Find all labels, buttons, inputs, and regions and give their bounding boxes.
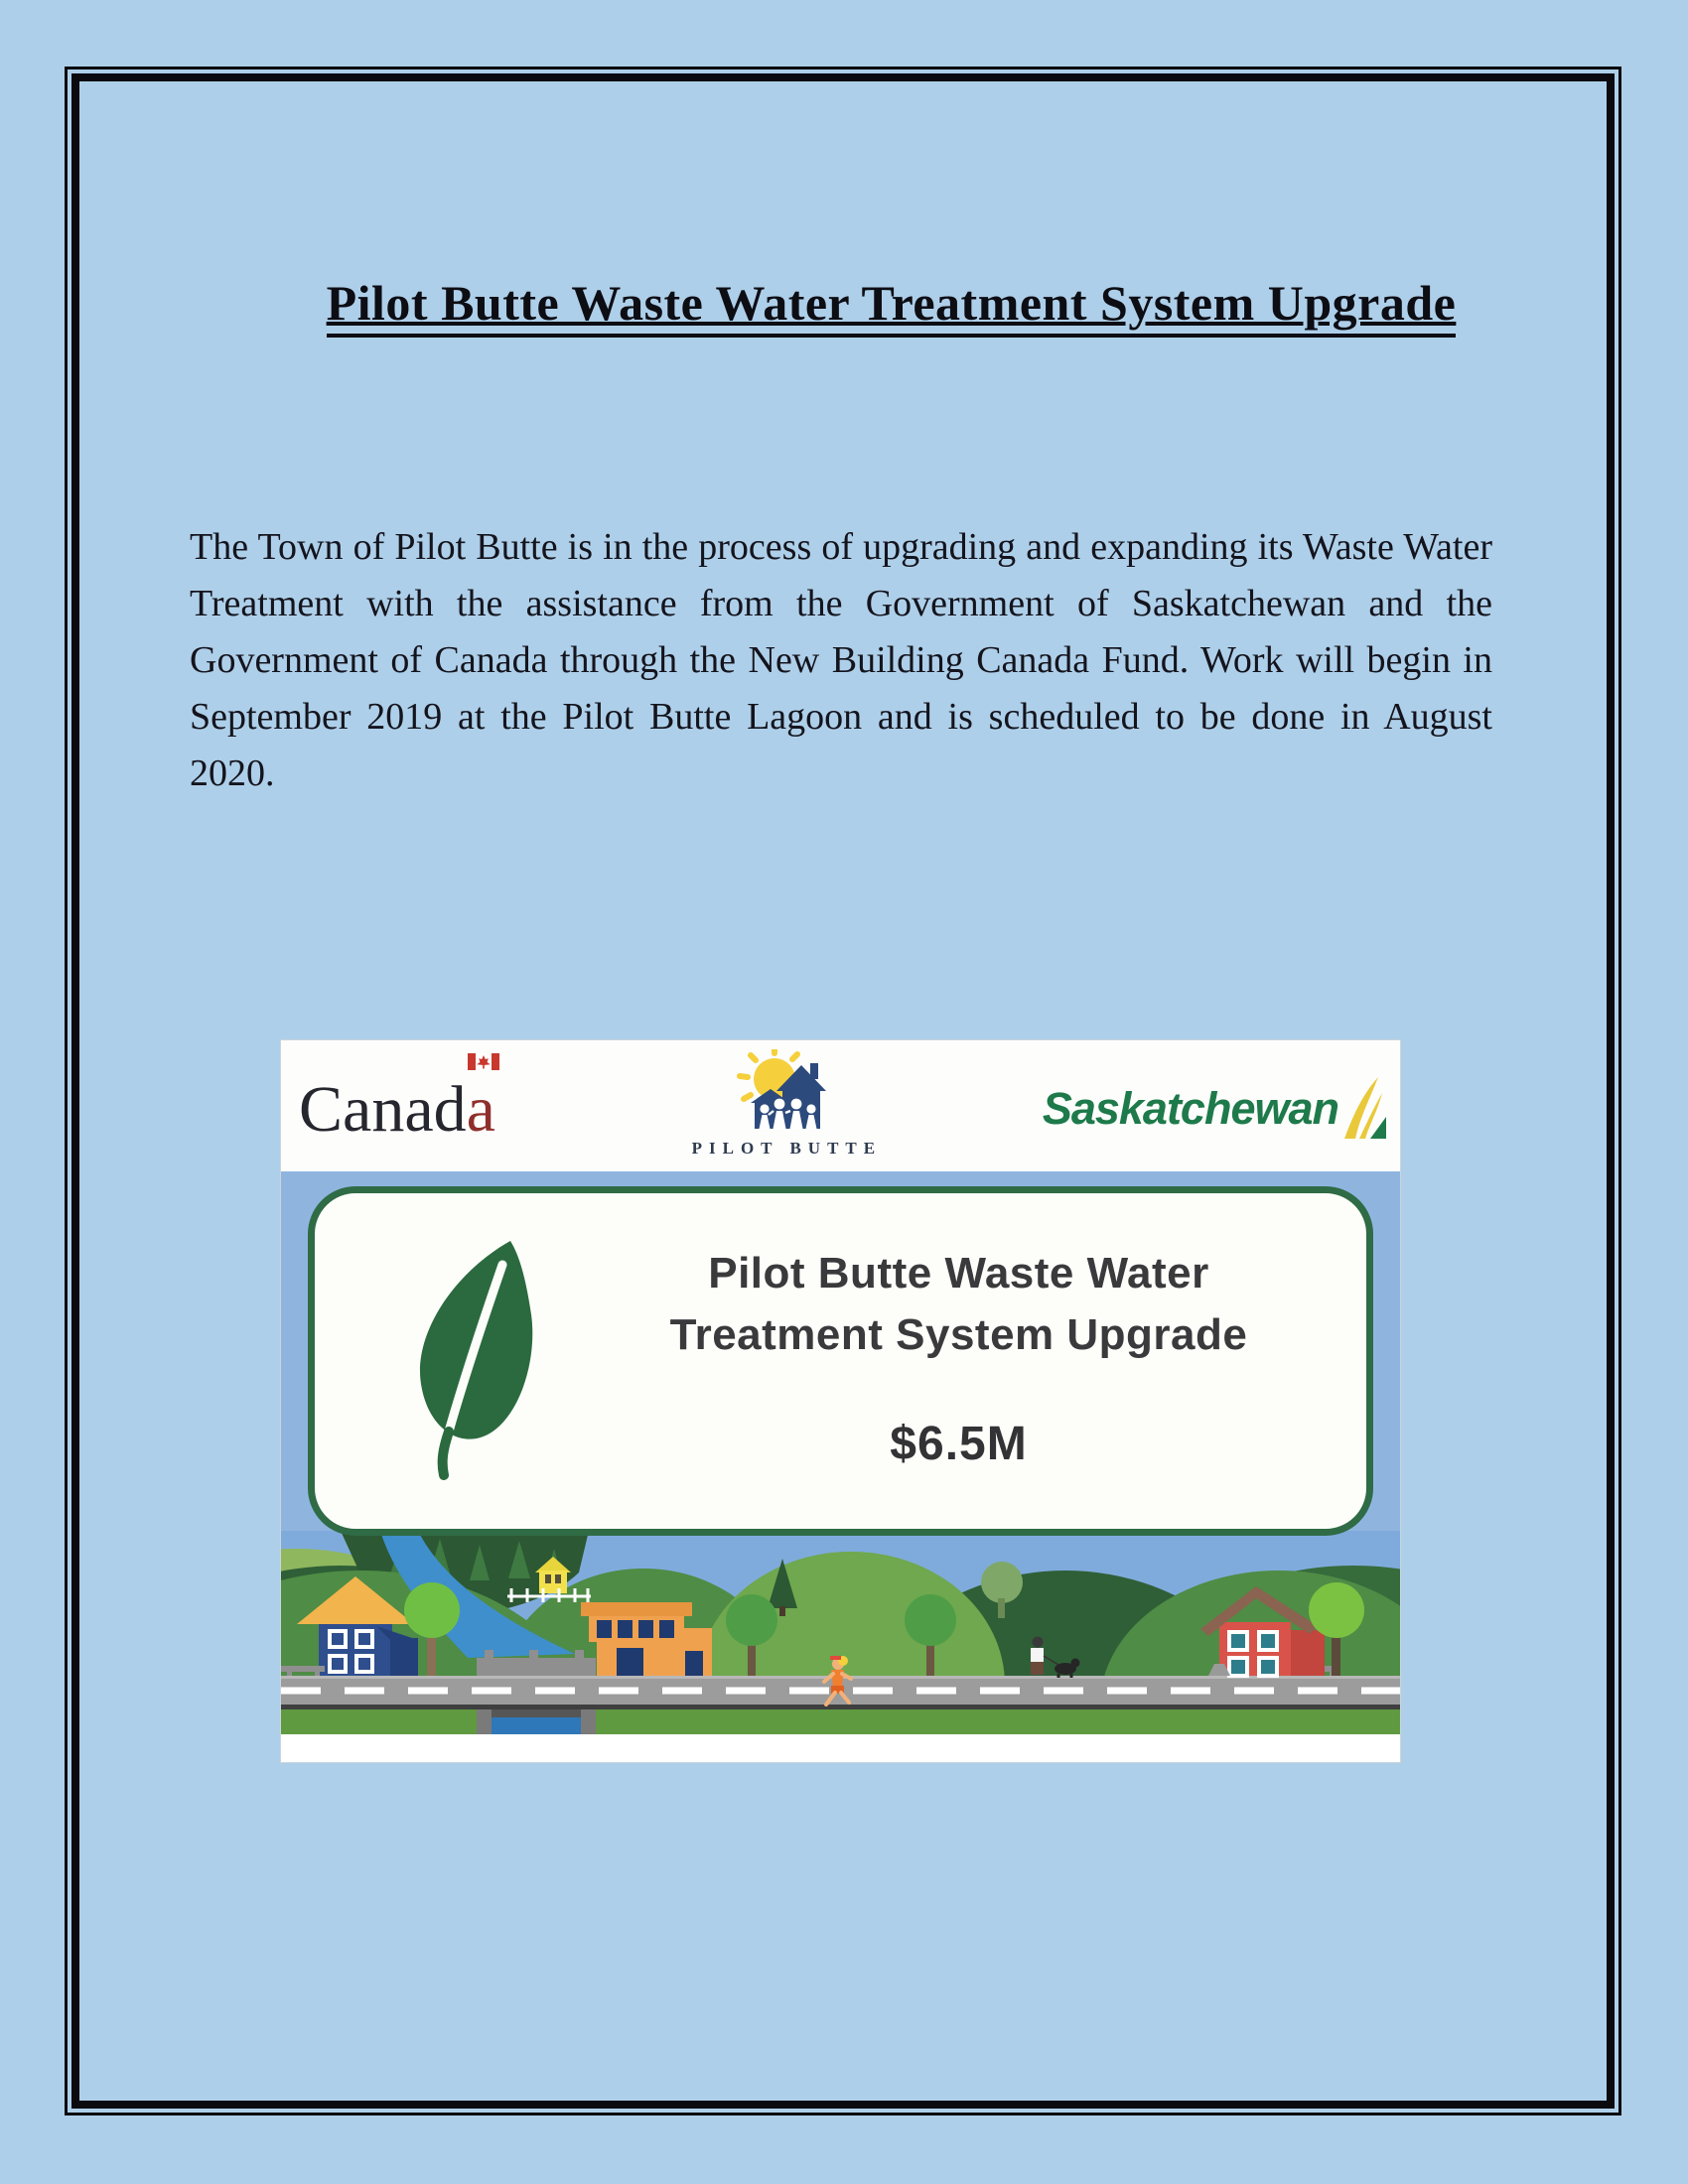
street-illustration xyxy=(281,1531,1400,1734)
sign-amount: $6.5M xyxy=(890,1418,1028,1470)
saskatchewan-logo xyxy=(1043,1077,1386,1139)
grass xyxy=(281,1709,1400,1734)
body-paragraph: The Town of Pilot Butte is in the process of upgrading and expanding its Waste Water Treatment with the assistance from the Government of Saskatchewan and the Government of Canada through the New Building Canada Fund. Work will begin in September 2019 at the Pilot Butte Lagoon and is scheduled to be done in August 2020. xyxy=(190,526,1492,794)
page-title: Pilot Butte Waste Water Treatment System Upgrade xyxy=(327,275,1457,338)
canada-wordmark-last-letter: a xyxy=(466,1073,495,1146)
logo-band xyxy=(281,1040,1400,1171)
sign-title-line2: Treatment System Upgrade xyxy=(669,1310,1248,1359)
project-sign xyxy=(308,1186,1373,1536)
pilot-butte-logo xyxy=(692,1049,882,1159)
project-banner-image xyxy=(281,1040,1400,1762)
title-block xyxy=(179,274,1604,332)
scene xyxy=(281,1171,1400,1734)
canada-wordmark-text: Canad xyxy=(299,1073,467,1146)
pilot-butte-emblem-icon xyxy=(723,1049,850,1137)
pilot-butte-caption: PILOT BUTTE xyxy=(691,1139,883,1158)
saskatchewan-logo-text: Saskatchewan xyxy=(1042,1083,1338,1134)
bridge-underpass xyxy=(477,1709,596,1734)
leaf-icon xyxy=(399,1235,568,1480)
canada-wordmark xyxy=(299,1073,495,1146)
wheat-sheaf-icon xyxy=(1340,1077,1386,1139)
sign-title-line1: Pilot Butte Waste Water xyxy=(708,1249,1209,1297)
canada-flag-icon xyxy=(468,1053,499,1070)
sign-text xyxy=(563,1243,1354,1471)
